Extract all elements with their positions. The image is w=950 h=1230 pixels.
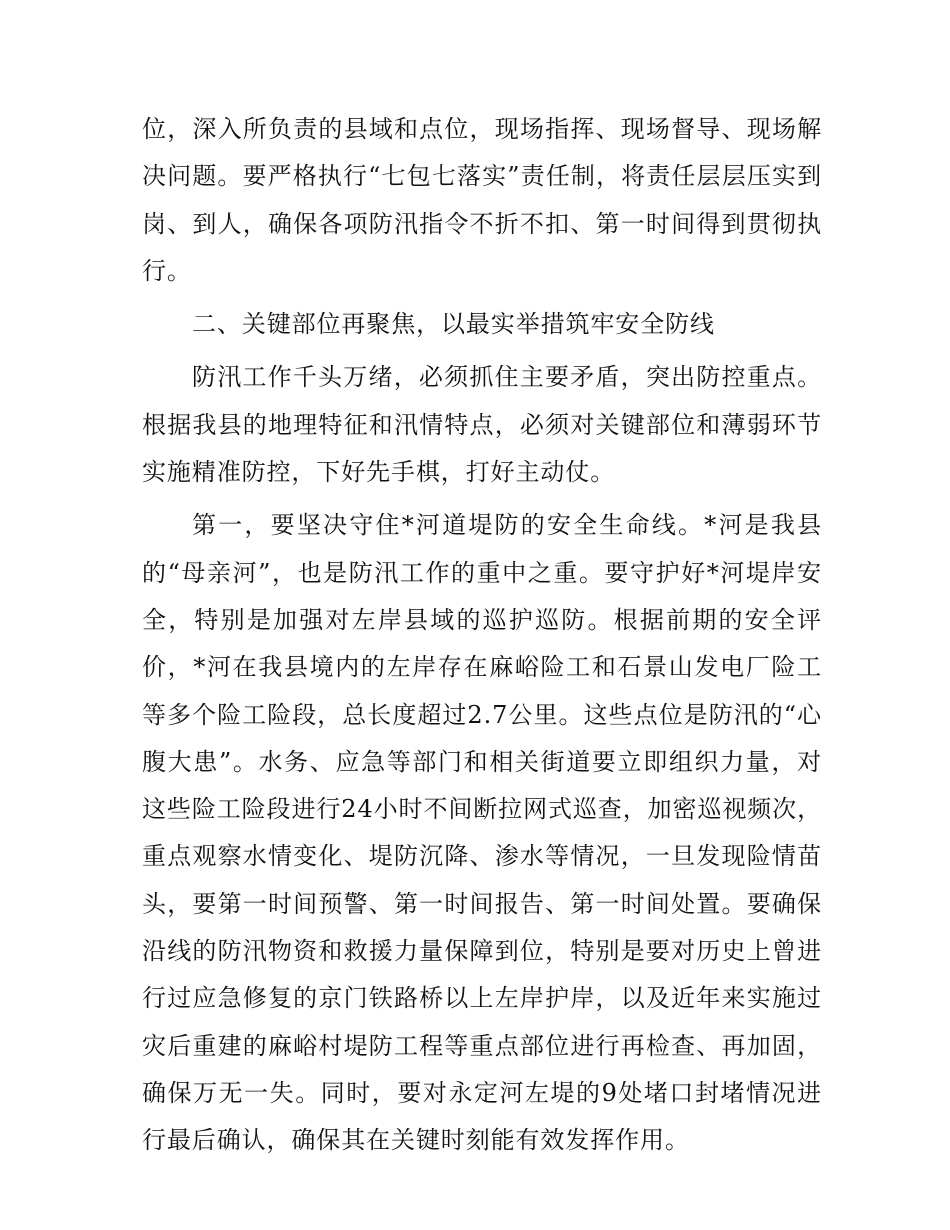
paragraph-continuation: 位，深入所负责的县域和点位，现场指挥、现场督导、现场解决问题。要严格执行“七包七落实”责任制，将责任层层压实到岗、到人，确保各项防汛指令不折不扣、第一时间得到贯彻执行。 <box>142 115 822 285</box>
document-body <box>142 106 822 1165</box>
paragraph-intro: 防汛工作千头万绪，必须抓住主要矛盾，突出防控重点。根据我县的地理特征和汛情特点，必须对关键部位和薄弱环节实施精准防控，下好先手棋，打好主动仗。 <box>142 363 822 487</box>
paragraph-first-point: 第一，要坚决守住*河道堤防的安全生命线。*河是我县的“母亲河”，也是防汛工作的重中之重。要守护好*河堤岸安全，特别是加强对左岸县域的巡护巡防。根据前期的安全评价，*河在我县境内的左岸存在麻峪险工和石景山发电厂险工等多个险工险段，总长度超过2.7公里。这些点位是防汛的“心腹大患”。水务、应急等部门和相关街道要立即组织力量，对这些险工险段进行24小时不间断拉网式巡查，加密巡视频次，重点观察水情变化、堤防沉降、渗水等情况，一旦发现险情苗头，要第一时间预警、第一时间报告、第一时间处置。要确保沿线的防汛物资和救援力量保障到位，特别是要对历史上曾进行过应急修复的京门铁路桥以上左岸护岸，以及近年来实施过灾后重建的麻峪村堤防工程等重点部位进行再检查、再加固，确保万无一失。同时，要对永定河左堤的9处堵口封堵情况进行最后确认，确保其在关键时刻能有效发挥作用。 <box>142 511 822 1155</box>
section-heading: 二、关键部位再聚焦，以最实举措筑牢安全防线 <box>192 310 715 339</box>
